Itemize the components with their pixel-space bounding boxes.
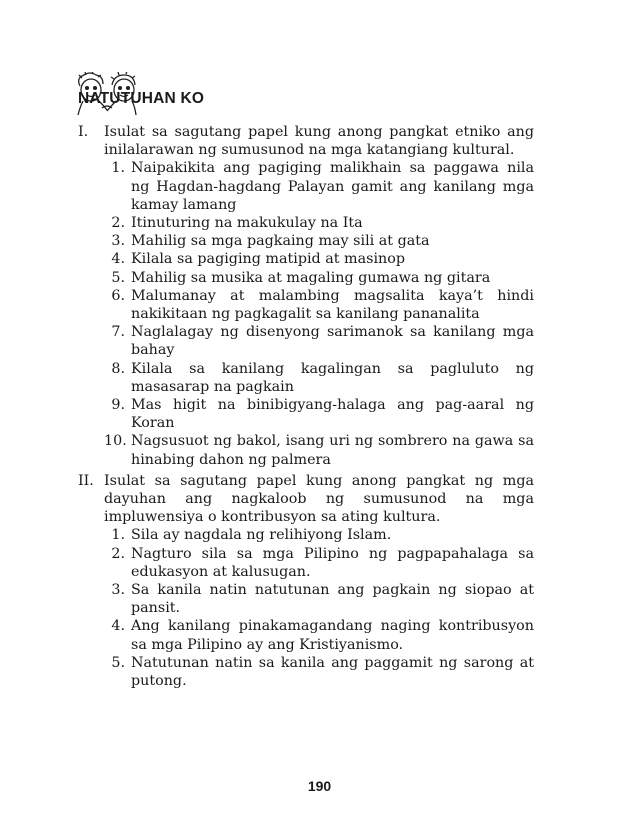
list-item [104,545,534,581]
item-text: Mas higit na binibigyang-halaga ang pag-aaral ng Koran [131,397,534,432]
item-number: 9. [111,397,125,414]
list-item [104,396,534,432]
item-text: Nagturo sila sa mga Pilipino ng pagpapahalaga sa edukasyon at kalusugan. [131,545,534,580]
section-number: I. [78,124,89,140]
list-item [104,617,534,653]
item-number: 3. [111,582,125,599]
item-number: 2. [111,215,125,232]
list-item [104,250,534,268]
section-number: II. [78,472,94,489]
item-number: 1. [111,160,125,177]
list-item [104,581,534,617]
item-number: 7. [111,324,125,341]
section-instruction: Isulat sa sagutang papel kung anong pangkat etniko ang inilalarawan ng sumusunod na mga katangiang kultural. [104,124,534,159]
item-number: 1. [111,527,125,544]
item-number: 4. [111,618,125,635]
list-item [104,269,534,287]
list-item [104,432,534,468]
list-item [104,526,534,544]
item-list [104,159,534,468]
page-number: 190 [307,778,332,794]
item-text: Naipakikita ang pagiging malikhain sa paggawa nila ng Hagdan-hagdang Palayan gamit ang kanilang mga kamay lamang [131,160,534,213]
list-item [104,287,534,323]
item-number: 8. [111,360,125,377]
item-text: Natutunan natin sa kanila ang paggamit ng sarong at putong. [131,654,534,690]
list-item [104,360,534,396]
list-item [104,654,534,690]
item-text: Mahilig sa mga pagkaing may sili at gata [131,233,430,250]
item-text: Itinuturing na makukulay na Ita [131,215,363,232]
item-text: Sila ay nagdala ng relihiyong Islam. [131,527,392,544]
section-instruction: Isulat sa sagutang papel kung anong pangkat ng mga dayuhan ang nagkaloob ng sumusunod na mga impluwensiya o kontribusyon sa ating kultura. [104,472,534,526]
item-number: 10. [104,433,127,450]
item-text: Sa kanila natin natutunan ang pagkain ng siopao at pansit. [131,582,534,617]
item-text: Nagsusuot ng bakol, isang uri ng sombrero na gawa sa hinabing dahon ng palmera [131,433,534,468]
item-text: Kilala sa pagiging matipid at masinop [131,251,406,268]
item-number: 2. [111,545,125,562]
exercise-section-1 [78,123,534,469]
item-number: 6. [111,287,125,304]
item-number: 4. [111,251,125,268]
item-text: Ang kanilang pinakamagandang naging kontribusyon sa mga Pilipino ay ang Kristiyanismo. [131,618,534,653]
section-title: NATUTUHAN KO [78,90,205,107]
item-number: 5. [111,654,125,671]
exercise-content [78,123,534,693]
item-list [104,526,534,690]
item-number: 3. [111,233,125,250]
item-text: Naglalagay ng disenyong sarimanok sa kanilang mga bahay [131,324,534,359]
list-item [104,214,534,232]
list-item [104,159,534,214]
item-number: 5. [111,269,125,286]
list-item [104,232,534,250]
item-text: Malumanay at malambing magsalita kaya’t hindi nakikitaan ng pagkagalit sa kanilang pananalita [131,287,534,323]
item-text: Kilala sa kanilang kagalingan sa pagluluto ng masasarap na pagkain [131,360,534,395]
list-item [104,323,534,359]
item-text: Mahilig sa musika at magaling gumawa ng gitara [131,269,491,286]
exercise-section-2 [78,472,534,690]
